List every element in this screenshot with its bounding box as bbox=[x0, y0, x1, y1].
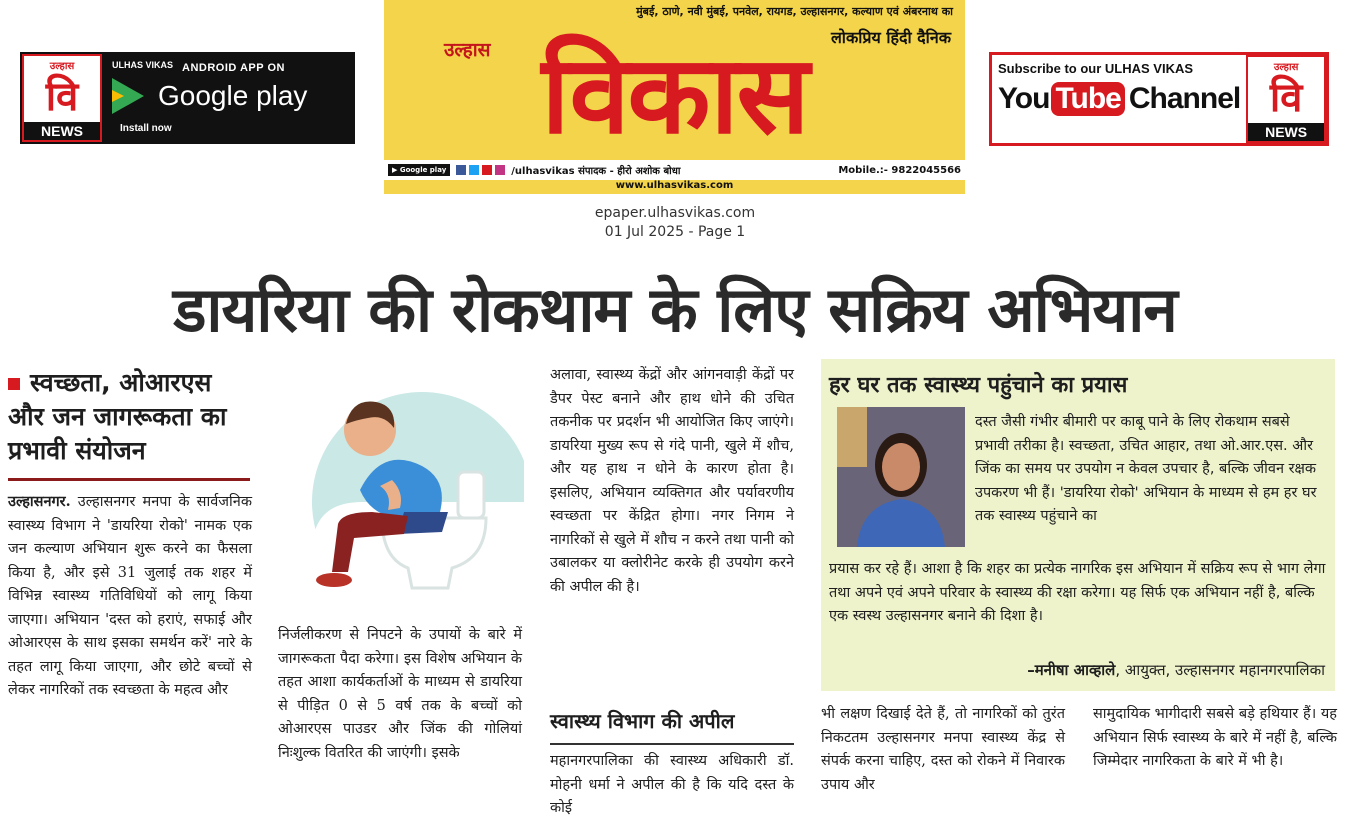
newspaper-masthead bbox=[384, 0, 965, 194]
column-3b-text: महानगरपालिका की स्वास्थ्य अधिकारी डॉ. मोहनी धर्मा ने अपील की है कि यदि दस्त के कोई bbox=[550, 753, 794, 816]
google-play-ad[interactable] bbox=[20, 52, 355, 144]
red-square-bullet-icon bbox=[8, 378, 20, 390]
article-dateline: उल्हासनगर. bbox=[8, 493, 71, 510]
commissioner-quote-box bbox=[821, 359, 1335, 691]
toilet-tank bbox=[458, 472, 484, 518]
subscribe-prefix: Subscribe to our bbox=[998, 61, 1105, 76]
column-4-text: भी लक्षण दिखाई देते हैं, तो नागरिकों को तुरंत निकटतम उल्हासनगर मनपा स्वास्थ्य केंद्र से संपर्क करना चाहिए, दस्त को रोकने में निवारक उपाय और bbox=[821, 706, 1065, 793]
child-on-toilet-illustration bbox=[272, 362, 524, 618]
epaper-date-page: 01 Jul 2025 - Page 1 bbox=[604, 224, 746, 240]
logo-small-text: उल्हास bbox=[1273, 62, 1299, 73]
install-now-label: Install now bbox=[120, 123, 172, 134]
masthead-tagline: लोकप्रिय हिंदी दैनिक bbox=[830, 28, 951, 47]
google-play-label: Google play bbox=[158, 80, 308, 111]
column-1-text: उल्हासनगर मनपा के सार्वजनिक स्वास्थ्य विभाग ने 'डायरिया रोको' नामक एक जन कल्याण अभियान शुरू करने का फैसला किया है, और इसे 31 जुलाई तक शहर में विभिन्न स्वास्थ्य गतिविधियों को लागू किया जाएगा। अभियान 'दस्त को हराएं, सफाई और ओआरएस के साथ इसका समर्थन करें' नारे के तहत लागू किया जाएगा, और छोटे बच्चों से लेकर नागरिकों तक स्वच्छता के महत्व और bbox=[8, 494, 252, 698]
epaper-site: epaper.ulhasvikas.com bbox=[594, 205, 756, 221]
facebook-icon bbox=[456, 165, 466, 175]
column-5-text: सामुदायिक भागीदारी सबसे बड़े हथियार हैं। यह अभियान सिर्फ स्वास्थ्य के बारे में नहीं है, बल्कि जिम्मेदार नागरिकता के बारे में भी है। bbox=[1093, 706, 1337, 769]
article-column-1 bbox=[8, 490, 252, 703]
epaper-info bbox=[525, 204, 825, 242]
quote-heading: हर घर तक स्वास्थ्य पहुंचाने का प्रयास bbox=[829, 373, 1128, 398]
signature-name: –मनीषा आव्हाले bbox=[1027, 661, 1116, 679]
google-play-mini-icon: ▶ Google play bbox=[388, 164, 450, 176]
google-play-icon bbox=[112, 78, 144, 114]
youtube-you: You bbox=[998, 82, 1050, 115]
article-subheading bbox=[8, 366, 250, 468]
youtube-channel-ad[interactable] bbox=[989, 52, 1329, 146]
masthead-mobile: Mobile.:- 9822045566 bbox=[838, 164, 961, 176]
article-column-3-continued bbox=[550, 750, 794, 821]
main-headline: डायरिया की रोकथाम के लिए सक्रिय अभियान bbox=[173, 273, 1177, 346]
logo-news-label: NEWS bbox=[1248, 123, 1324, 141]
subscribe-brand: ULHAS VIKAS bbox=[1104, 61, 1194, 76]
article-column-3 bbox=[550, 364, 794, 599]
google-play-badge[interactable] bbox=[102, 54, 353, 142]
logo-small-text: उल्हास bbox=[49, 61, 75, 72]
social-handle-editor: /ulhasvikas संपादक - हीरो अशोक बोधा bbox=[511, 166, 681, 177]
ulhas-vikas-news-logo bbox=[22, 54, 102, 142]
column-2-text: निर्जलीकरण से निपटने के उपायों के बारे में जागरूकता पैदा करेगा। इस विशेष अभियान के तहत आशा कार्यकर्ताओं के माध्यम से डायरिया से पीड़ित 0 से 5 वर्ष तक के बच्चों को ओआरएस पाउडर और जिंक की गोलियां निःशुल्क वितरित की जाएंगी। इसके bbox=[278, 627, 522, 761]
article-column-4 bbox=[821, 703, 1065, 797]
article-column-5 bbox=[1093, 703, 1337, 774]
logo-big-letter: वि bbox=[1269, 75, 1303, 121]
twitter-icon bbox=[469, 165, 479, 175]
masthead-cities: मुंबई, ठाणे, नवी मुंबई, पनवेल, रायगड, उल्हासनगर, कल्याण एवं अंबरनाथ का bbox=[636, 5, 953, 18]
photo-face bbox=[882, 443, 920, 491]
section-heading-rule bbox=[550, 743, 794, 745]
section-heading-health-appeal: स्वास्थ्य विभाग की अपील bbox=[550, 709, 735, 733]
youtube-icon bbox=[482, 165, 492, 175]
masthead-info-strip bbox=[384, 160, 965, 180]
quote-text-bottom: प्रयास कर रहे हैं। आशा है कि शहर का प्रत्येक नागरिक इस अभियान में सक्रिय रूप से भाग लेगा तथा अपने एवं अपने परिवार के स्वास्थ्य की रक्षा करेगा। यह सिर्फ एक अभियान नहीं है, बल्कि एक स्वस्थ उल्हासनगर बनाने की दिशा है। bbox=[829, 561, 1326, 624]
child-shoe bbox=[316, 573, 352, 587]
logo-big-letter: वि bbox=[45, 74, 79, 120]
subheading-rule bbox=[8, 478, 250, 481]
youtube-logo bbox=[998, 82, 1240, 116]
article-column-2 bbox=[278, 624, 522, 765]
masthead-ulhas: उल्हास bbox=[444, 39, 491, 61]
subheading-text: स्वच्छता, ओआरएस और जन जागरूकता का प्रभावी संयोजन bbox=[8, 368, 227, 465]
subscribe-text bbox=[998, 61, 1240, 76]
signature-title: , आयुक्त, उल्हासनगर महानगरपालिका bbox=[1115, 661, 1325, 679]
logo-news-label: NEWS bbox=[24, 122, 100, 140]
youtube-channel: Channel bbox=[1128, 82, 1241, 115]
instagram-icon bbox=[495, 165, 505, 175]
youtube-tube: Tube bbox=[1051, 82, 1124, 116]
youtube-subscribe-banner[interactable] bbox=[992, 55, 1246, 143]
masthead-title: विकास bbox=[541, 33, 808, 158]
column-3-text: अलावा, स्वास्थ्य केंद्रों और आंगनवाड़ी केंद्रों पर डैपर पेस्ट बनाने और हाथ धोने की उचित तकनीक पर प्रदर्शन भी आयोजित किए जाएंगे। डायरिया मुख्य रूप से गंदे पानी, खुले में शौच, और यह हाथ न धोने के कारण होता है। इसलिए, अभियान व्यक्तिगत और पर्यावरणीय स्वच्छता पर केंद्रित होगा। नगर निगम ने नागरिकों से खुले में शौच न करने तथा पानी को उबालकर या क्लोरीनेट करके ही उपयोग करने की अपील की है। bbox=[550, 367, 794, 595]
ad-brand-label: ULHAS VIKAS bbox=[112, 60, 174, 70]
quote-text-top: दस्त जैसी गंभीर बीमारी पर काबू पाने के लिए रोकथाम सबसे प्रभावी तरीका है। स्वच्छता, उचित आहार, तथा ओ.आर.एस. और जिंक का समय पर उपयोग न केवल उपचार है, बल्कि जीवन रक्षक उपकरण भी हैं। 'डायरिया रोको' अभियान के माध्यम से हम हर घर तक स्वास्थ्य पहुंचाने का bbox=[975, 414, 1317, 524]
ulhas-vikas-news-logo-right bbox=[1246, 55, 1326, 143]
photo-emblem bbox=[837, 407, 867, 467]
android-app-label: ANDROID APP ON bbox=[182, 62, 285, 74]
masthead-website: www.ulhasvikas.com bbox=[615, 180, 734, 191]
quote-signature bbox=[1027, 660, 1325, 680]
commissioner-photo bbox=[837, 407, 965, 547]
